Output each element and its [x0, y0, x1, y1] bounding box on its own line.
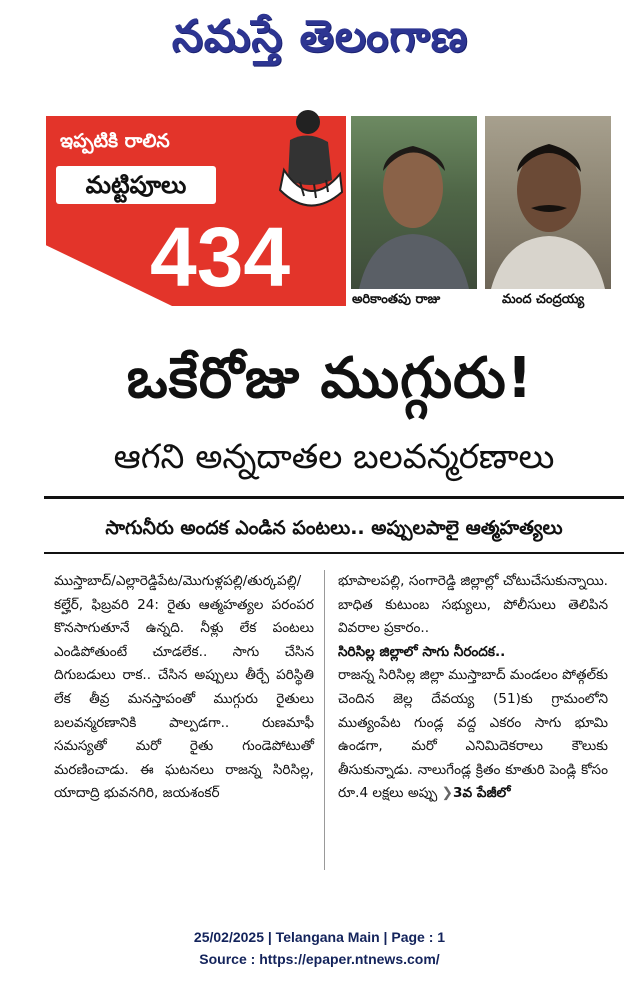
continued-on-link[interactable]: 3వ పేజీలో: [453, 785, 511, 802]
person-icon: [485, 116, 611, 289]
photo-caption-1: అరికాంతపు రాజు: [352, 292, 441, 307]
portrait-photo-2: [485, 116, 611, 289]
divider: [44, 552, 624, 554]
masthead-logo: నమస్తే తెలంగాణ: [171, 11, 469, 62]
chevron-right-icon: ❯: [441, 785, 454, 802]
section-subheading: సిరిసిల్ల జిల్లాలో సాగు నీరందక..: [338, 643, 506, 660]
footer-source-link[interactable]: Source : https://epaper.ntnews.com/: [199, 951, 440, 967]
article-text: భూపాలపల్లి, సంగారెడ్డి జిల్లాల్లో చోటుచేసుకున్నాయి. బాధిత కుటుంబ సభ్యులు, పోలీసులు తెలిపిన వివరాల ప్రకారం..: [338, 573, 608, 637]
portrait-photo-1: [351, 116, 477, 289]
footer-edition-info: 25/02/2025 | Telangana Main | Page : 1: [193, 929, 446, 945]
subheadline: ఆగని అన్నదాతల బలవన్మరణాలు: [113, 437, 555, 477]
person-icon: [351, 116, 477, 289]
article-text: ముస్తాబాద్/ఎల్లారెడ్డిపేట/మొగుళ్లపల్లి/తుర్కపల్లి/కల్హేర్, ఫిబ్రవరి 24: రైతు ఆత్మహత్యల పరంపర కొనసాగుతూనే ఉన్నది. నీళ్లు లేక పంటలు ఎండిపోతుంటే చూడలేక.. సాగు చేసిన దిగుబడులు రాక.. చేసిన అప్పులు తీర్చే పరిస్థితి లేక తీవ్ర మనస్తాపంతో ముగ్గురు రైతులు బలవన్మరణానికి పాల్పడగా.. రుణమాఫీ సమస్యతో మరో రైతు గుండెపోటుతో మరణించాడు. ఈ ఘటనలు రాజన్న సిరిసిల్ల, యాదాద్రి భువనగిరి, జయశంకర్: [54, 573, 314, 802]
article-column-1: [54, 570, 314, 806]
banner-line-2: మట్టిపూలు: [56, 166, 216, 204]
column-divider: [324, 570, 325, 870]
article-column-2: [338, 570, 608, 806]
photo-caption-2: మంద చంద్రయ్య: [502, 292, 585, 307]
farmer-illustration-icon: [270, 100, 350, 220]
banner-line-1: ఇప్పటికి రాలిన: [60, 130, 170, 152]
headline: ఒకేరోజు ముగ్గురు!: [126, 346, 534, 411]
article-text: రాజన్న సిరిసిల్ల జిల్లా ముస్తాబాద్ మండలం పోత్గల్‌కు చెందిన జెల్ల దేవయ్య (51)కు గ్రామంలోని ముత్యంపేట గుండ్ల వద్ద ఎకరం సాగు భూమి ఉండగా, మరో ఎనిమిదెకరాలు కౌలుకు తీసుకున్నాడు. నాలుగేండ్ల క్రితం కూతురి పెండ్లి కోసం రూ.4 లక్షలు అప్పు: [338, 667, 608, 802]
banner-count: 434: [150, 210, 291, 304]
divider: [44, 496, 624, 499]
tagline: సాగునీరు అందక ఎండిన పంటలు.. అప్పులపాలై ఆత్మహత్యలు: [105, 517, 563, 539]
